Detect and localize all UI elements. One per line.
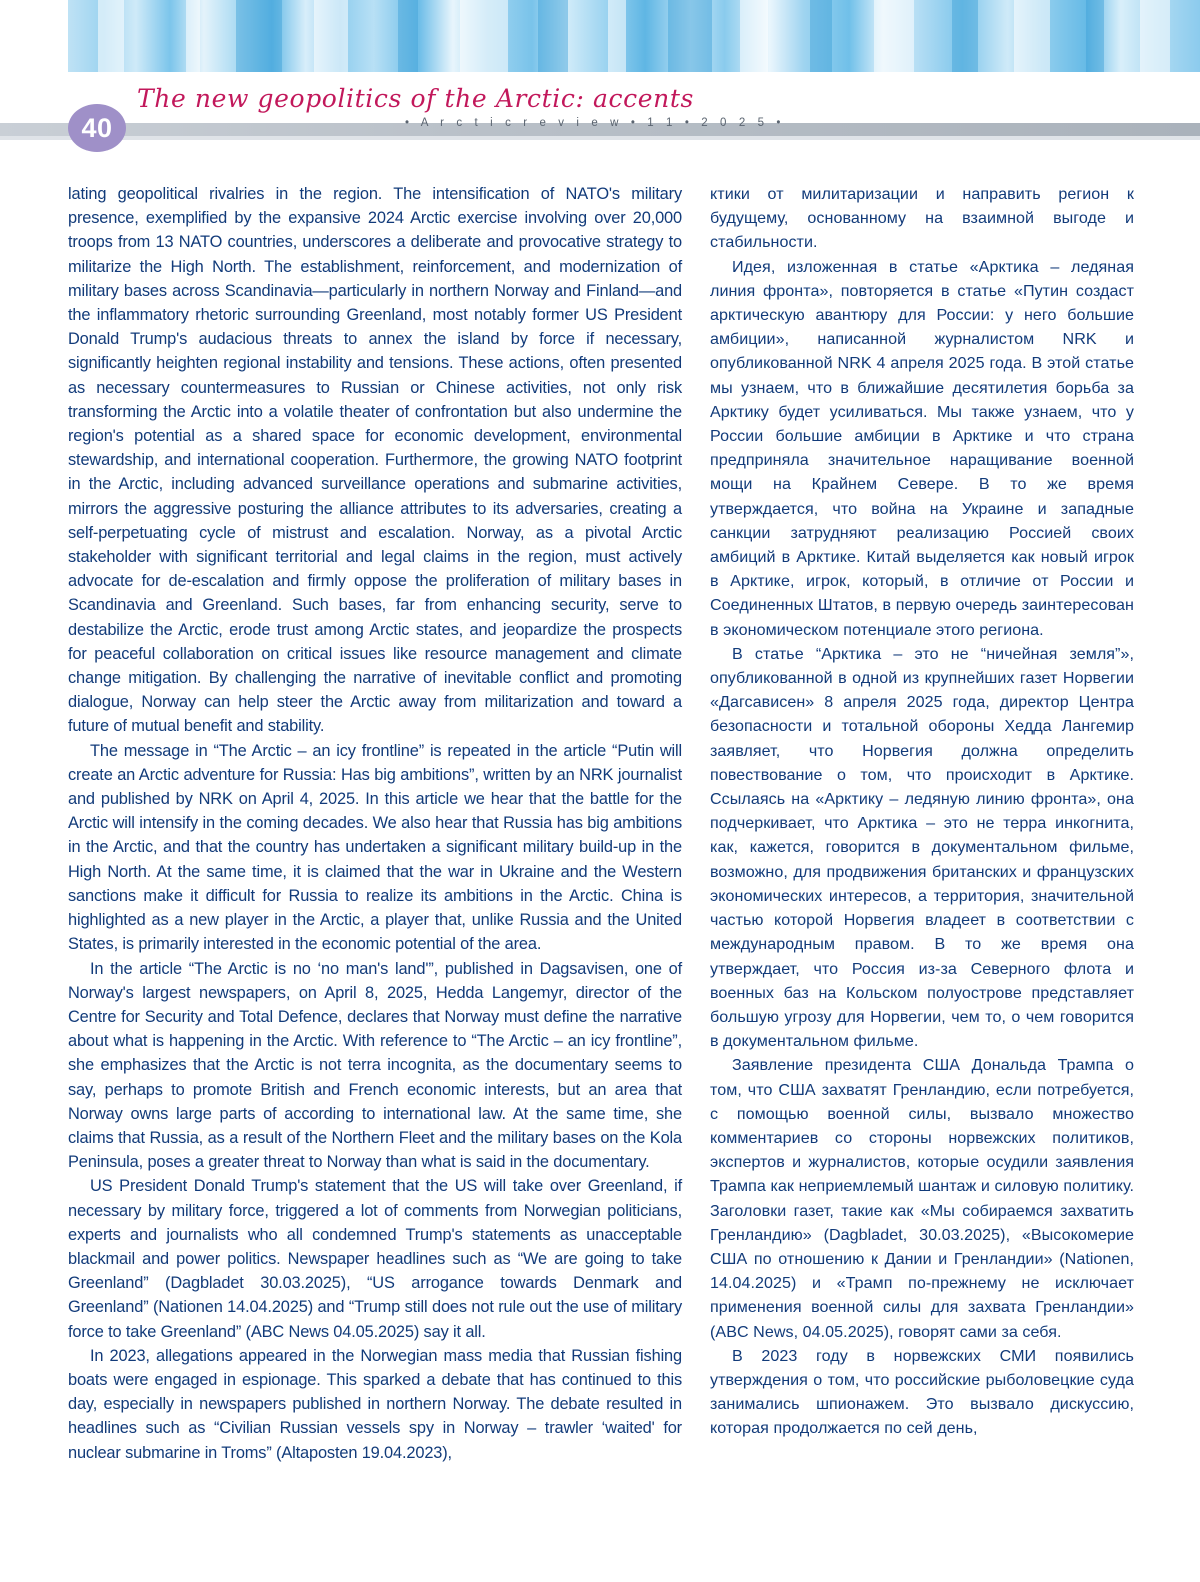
band-stripe [740, 0, 768, 72]
band-stripe-dark [668, 0, 712, 72]
paragraph: In the article “The Arctic is no ‘no man's land'”, published in Dagsavisen, one of Norway's largest newspapers, on April 8, 2025, Hedda Langemyr, director of the Centre for Security and Total Defence, declares that Norway must define the narrative about what is happening in the Arctic. With reference to “The Arctic – an icy frontline”, she emphasizes that the Arctic is not terra incognita, as the documentary seems to say, perhaps to promote British and French economic interests, but an area that Norway owns large parts of according to international law. At the same time, she claims that Russia, as a result of the Northern Fleet and the military bases on the Kola Peninsula, poses a greater threat to Norway than what is said in the documentary. [68, 959, 682, 1172]
band-stripe [608, 0, 626, 72]
band-stripe-dark [810, 0, 832, 72]
paragraph: In 2023, allegations appeared in the Norwegian mass media that Russian fishing boats were engaged in espionage. This sparked a debate that has continued to this day, especially in newspapers published in northern Norway. The debate resulted in headlines such as “Civilian Russian vessels spy in Norway – trawler ‘waited' for nuclear submarine in Troms” (Altaposten 19.04.2023), [68, 1346, 682, 1462]
page-body [0, 182, 1200, 1582]
band-stripe-dark [538, 0, 568, 72]
band-gradient [68, 0, 1200, 72]
paragraph: US President Donald Trump's statement that the US will take over Greenland, if necessary by military force, triggered a lot of comments from Norwegian politicians, experts and journalists who all condemned Trump's statements as unacceptable blackmail and power politics. Newspaper headlines such as “We are going to take Greenland” (Dagbladet 30.03.2025), “US arrogance towards Denmark and Greenland” (Nationen 14.04.2025) and “Trump still does not rule out the use of military force to take Greenland” (ABC News 04.05.2025) say it all. [68, 1177, 682, 1341]
paragraph: The message in “The Arctic – an icy frontline” is repeated in the article “Putin will create an Arctic adventure for Russia: Has big ambitions”, written by an NRK journalist and published by NRK on April 4, 2025. In this article we hear that the battle for the Arctic will intensify in the coming decades. We also hear that Russia has big ambitions in the Arctic, and that the country has undertaken a significant military build-up in the High North. At the same time, it is claimed that the war in Ukraine and the Western sanctions make it difficult for Russia to realize its ambitions in the Arctic. China is highlighted as a new player in the Arctic, a player that, unlike Russia and the United States, is primarily interested in the economic potential of the area. [68, 741, 682, 954]
running-meta: • A r c t i c r e v i e w • 1 1 • 2 0 2 5 • [404, 117, 786, 129]
page-number-badge: 40 [68, 104, 126, 152]
band-stripe [314, 0, 348, 72]
band-stripe-dark [952, 0, 978, 72]
band-stripe-dark [236, 0, 282, 72]
paragraph: lating geopolitical rivalries in the region. The intensification of NATO's military presence, exemplified by the expansive 2024 Arctic exercise involving over 20,000 troops from 13 NATO countries, underscores a deliberate and provocative strategy to militarize the High North. The establishment, reinforcement, and modernization of military bases across Scandinavia—particularly in northern Norway and Finland—and the inflammatory rhetoric surrounding Greenland, most notably former US President Donald Trump's audacious threats to annex the island by force if necessary, significantly heighten regional instability and tensions. These actions, often presented as necessary countermeasures to Russian or Chinese activities, not only risk transforming the Arctic into a volatile theater of confrontation but also undermine the region's potential as a shared space for economic development, environmental stewardship, and international cooperation. Furthermore, the growing NATO footprint in the Arctic, including advanced surveillance operations and submarine activities, mirrors the aggressive posturing the alliance attributes to its adversaries, creating a self-perpetuating cycle of mistrust and escalation. Norway, as a pivotal Arctic stakeholder with significant territorial and legal claims in the region, must actively advocate for de-escalation and firmly oppose the proliferation of military bases in Scandinavia and Greenland. Such bases, far from enhancing security, serve to destabilize the Arctic, erode trust among Arctic states, and jeopardize the prospects for peaceful collaboration on critical issues like resource management and climate change mitigation. By challenging the narrative of inevitable conflict and promoting dialogue, Norway can help steer the Arctic away from militarization and toward a future of mutual benefit and stability. [68, 185, 682, 736]
band-stripe-dark [398, 0, 418, 72]
band-stripe [98, 0, 124, 72]
paragraph: В 2023 году в норвежских СМИ появились утверждения о том, что российские рыболовецкие суда занимались шпионажем. Это вызвало дискуссию, которая продолжается по сей день, [710, 1346, 1134, 1438]
band-stripe [874, 0, 914, 72]
paragraph: Заявление президента США Дональда Трампа о том, что США захватят Гренландию, если потребуется, с помощью военной силы, вызвало множество комментариев со стороны норвежских политиков, экспертов и журналистов, которые осудили заявления Трампа как неприемлемый шантаж и силовую политику. Заголовки газет, такие как «Мы собираемся захватить Гренландию» (Dagbladet, 30.03.2025), «Высокомерие США по отношению к Дании и Гренландии» (Nationen, 14.04.2025) и «Трамп по-прежнему не исключает применения военной силы для захвата Гренландии» (ABC News, 04.05.2025), говорят сами за себя. [710, 1056, 1134, 1341]
band-stripe [460, 0, 508, 72]
header-rule-light [0, 136, 1200, 140]
right-column [710, 182, 1134, 1441]
paragraph: ктики от милитаризации и направить регион к будущему, основанному на взаимной выгоде и стабильности. [710, 185, 1134, 252]
running-title: The new geopolitics of the Arctic: accents [137, 84, 694, 113]
paragraph: В статье “Арктика – это не “ничейная земля”», опубликованной в одной из крупнейших газет Норвегии «Дагсависен» 8 апреля 2025 года, директор Центра безопасности и тотальной обороны Хедда Лангемир заявляет, что Норвегия должна определить повествование о том, что происходит в Арктике. Ссылаясь на «Арктику – ледяную линию фронта», она подчеркивает, что Арктика – это не терра инкогнита, как, кажется, говорится в документальном фильме, возможно, для продвижения британских и французских экономических интересов, а территория, значительной частью которой Норвегия владеет в соответствии с международным правом. В то же время она утверждает, что Россия из-за Северного флота и военных баз на Кольском полуострове представляет большую угрозу для Норвегии, чем то, о чем говорится в документальном фильме. [710, 644, 1134, 1051]
band-stripe [186, 0, 200, 72]
decorative-top-band [0, 0, 1200, 72]
band-stripe-dark [1086, 0, 1104, 72]
left-column [68, 182, 682, 1465]
paragraph: Идея, изложенная в статье «Арктика – ледяная линия фронта», повторяется в статье «Путин создаст арктическую авантюру для России: у него большие амбиции», написанной журналистом NRK и опубликованной NRK 4 апреля 2025 года. В этой статье мы узнаем, что в ближайшие десятилетия борьба за Арктику будет усиливаться. Мы также узнаем, что у России большие амбиции в Арктике и что страна предприняла значительное наращивание военной мощи на Крайнем Севере. В то же время утверждается, что война на Украине и западные санкции затрудняют реализацию Россией своих амбиций в Арктике. Китай выделяется как новый игрок в Арктике, игрок, который, в отличие от России и Соединенных Штатов, в первую очередь заинтересован в экономическом потенциале этого региона. [710, 257, 1134, 639]
band-stripe [1140, 0, 1170, 72]
band-stripe [1014, 0, 1050, 72]
